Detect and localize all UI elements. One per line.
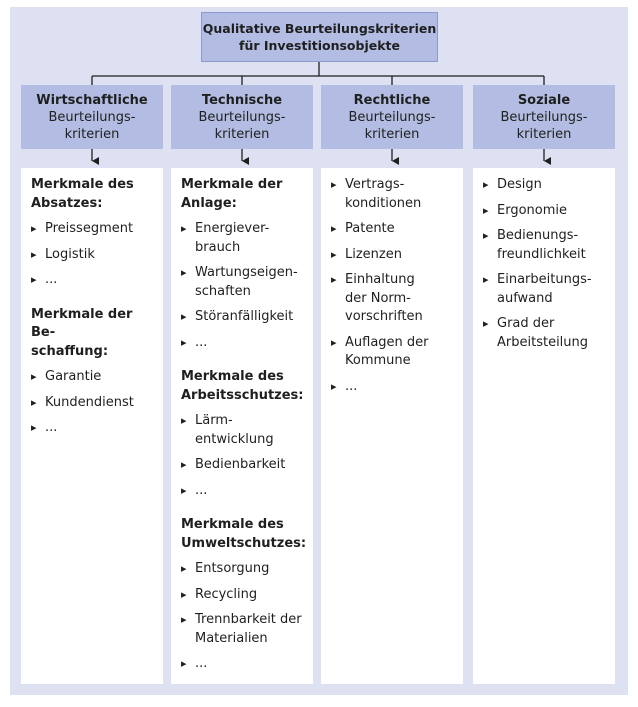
list-item — [331, 378, 457, 397]
section-heading — [181, 516, 307, 553]
list-item-text: ▸ Lärm- — [195, 413, 233, 428]
list-item — [331, 176, 457, 213]
list-item-text: konditionen — [345, 195, 422, 211]
list-item-text: ▸ ... — [45, 272, 58, 287]
list-item — [31, 271, 157, 290]
section-heading — [181, 368, 307, 405]
list-item-text: entwicklung — [195, 431, 274, 447]
root-title-line-1: Qualitative Beurteilungskriterien — [202, 21, 437, 36]
list-item — [181, 611, 307, 648]
list-item — [483, 202, 609, 221]
section-heading-line: Absatzes: — [31, 195, 103, 211]
list-item — [483, 271, 609, 308]
root-node — [201, 12, 438, 62]
section-heading-line: Merkmale des — [31, 177, 134, 192]
criteria-list — [181, 412, 307, 500]
list-item — [31, 246, 157, 265]
list-item-text: ▸ Energiever- — [195, 221, 270, 236]
category-subtitle: Beurteilungs- — [198, 109, 286, 125]
category-subtitle: Beurteilungs- — [348, 109, 436, 125]
category-subtitle: kriterien — [516, 126, 572, 142]
list-item-text: ▸ Kundendienst — [45, 394, 134, 410]
criteria-section — [181, 516, 307, 674]
category-subtitle: Beurteilungs- — [48, 109, 136, 125]
category-subtitle: kriterien — [364, 126, 420, 142]
list-item — [483, 315, 609, 352]
criteria-section — [331, 176, 457, 396]
list-item — [181, 456, 307, 475]
list-item-text: freundlichkeit — [497, 246, 586, 262]
list-item-text: ▸ Einhaltung — [345, 272, 415, 287]
section-heading-line: Anlage: — [181, 195, 237, 211]
list-item-text: Arbeitsteilung — [497, 334, 589, 350]
list-item — [331, 334, 457, 371]
list-item — [181, 482, 307, 501]
list-item — [31, 368, 157, 387]
list-item-text: ▸ Vertrags- — [345, 177, 405, 192]
list-item-text: ▸ Garantie — [45, 369, 102, 384]
category-rechtliche — [321, 85, 463, 149]
section-heading — [31, 306, 157, 362]
list-item — [181, 264, 307, 301]
column-rechtliche — [321, 168, 463, 684]
list-item-text: ▸ ... — [195, 482, 208, 498]
column-wirtschaftliche — [21, 168, 163, 684]
criteria-list — [483, 176, 609, 352]
section-heading-line: Merkmale des — [181, 517, 284, 532]
list-item-text: ▸ Entsorgung — [195, 561, 270, 576]
column-soziale — [473, 168, 615, 684]
section-heading — [31, 176, 157, 213]
list-item-text: ▸ Bedienungs- — [497, 228, 579, 243]
list-item-text: ▸ Patente — [345, 221, 395, 236]
list-item-text: ▸ Ergonomie — [497, 202, 568, 218]
column-technische — [171, 168, 313, 684]
list-item-text: Kommune — [345, 353, 411, 368]
category-title: Soziale — [517, 92, 571, 108]
criteria-section — [181, 368, 307, 500]
list-item-text: ▸ Trennbarkeit der — [195, 612, 302, 627]
list-item-text: ▸ Störanfälligkeit — [195, 309, 294, 324]
section-heading-line: Umweltschutzes: — [181, 535, 307, 551]
criteria-list — [31, 220, 157, 290]
category-soziale — [473, 85, 615, 149]
criteria-list — [331, 176, 457, 396]
list-item-text: ▸ Grad der — [497, 316, 555, 331]
list-item-text: ▸ Recycling — [195, 586, 258, 602]
section-heading-line: schaffung: — [31, 343, 109, 359]
list-item — [331, 246, 457, 265]
criteria-section — [483, 176, 609, 352]
list-item-text: brauch — [195, 239, 241, 255]
category-subtitle: kriterien — [64, 126, 120, 142]
category-technische — [171, 85, 313, 149]
list-item — [331, 220, 457, 239]
criteria-section — [31, 306, 157, 438]
criteria-list — [31, 368, 157, 438]
list-item-text: Materialien — [195, 630, 268, 646]
category-title: Rechtliche — [353, 92, 431, 108]
category-wirtschaftliche — [21, 85, 163, 149]
list-item-text: ▸ Einarbeitungs- — [497, 272, 592, 287]
list-item — [331, 271, 457, 327]
list-item — [181, 412, 307, 449]
list-item-text: vorschriften — [345, 309, 423, 324]
list-item-text: ▸ ... — [195, 656, 208, 671]
section-heading — [181, 176, 307, 213]
list-item-text: ▸ Lizenzen — [345, 246, 402, 262]
section-heading-line: Merkmale der Be- — [31, 306, 133, 340]
list-item-text: ▸ Wartungseigen- — [195, 265, 298, 280]
list-item — [31, 394, 157, 413]
list-item-text: ▸ ... — [345, 378, 358, 394]
list-item-text: ▸ Design — [497, 177, 542, 192]
list-item — [181, 220, 307, 257]
category-subtitle: Beurteilungs- — [500, 109, 588, 125]
criteria-list — [181, 560, 307, 674]
list-item-text: ▸ Auflagen der — [345, 334, 429, 350]
category-title: Wirtschaftliche — [36, 92, 148, 108]
list-item — [181, 586, 307, 605]
list-item-text: ▸ Logistik — [45, 246, 95, 262]
section-heading-line: Arbeitsschutzes: — [181, 387, 304, 403]
list-item — [181, 560, 307, 579]
category-subtitle: kriterien — [214, 126, 270, 142]
list-item — [31, 419, 157, 438]
list-item-text: ▸ ... — [45, 420, 58, 435]
section-heading-line: Merkmale des — [181, 369, 284, 384]
list-item — [181, 334, 307, 353]
criteria-section — [31, 176, 157, 290]
list-item — [483, 176, 609, 195]
list-item — [31, 220, 157, 239]
root-title-line-2: für Investitionsobjekte — [239, 38, 400, 53]
section-heading-line: Merkmale der — [181, 177, 283, 192]
list-item-text: aufwand — [497, 290, 553, 306]
criteria-section — [181, 176, 307, 352]
list-item — [181, 655, 307, 674]
list-item — [181, 308, 307, 327]
list-item — [483, 227, 609, 264]
category-title: Technische — [201, 92, 283, 108]
list-item-text: ▸ ... — [195, 334, 208, 350]
list-item-text: ▸ Bedienbarkeit — [195, 457, 286, 472]
list-item-text: schaften — [195, 283, 251, 299]
criteria-list — [181, 220, 307, 352]
list-item-text: ▸ Preissegment — [45, 221, 134, 236]
list-item-text: der Norm- — [345, 290, 411, 306]
